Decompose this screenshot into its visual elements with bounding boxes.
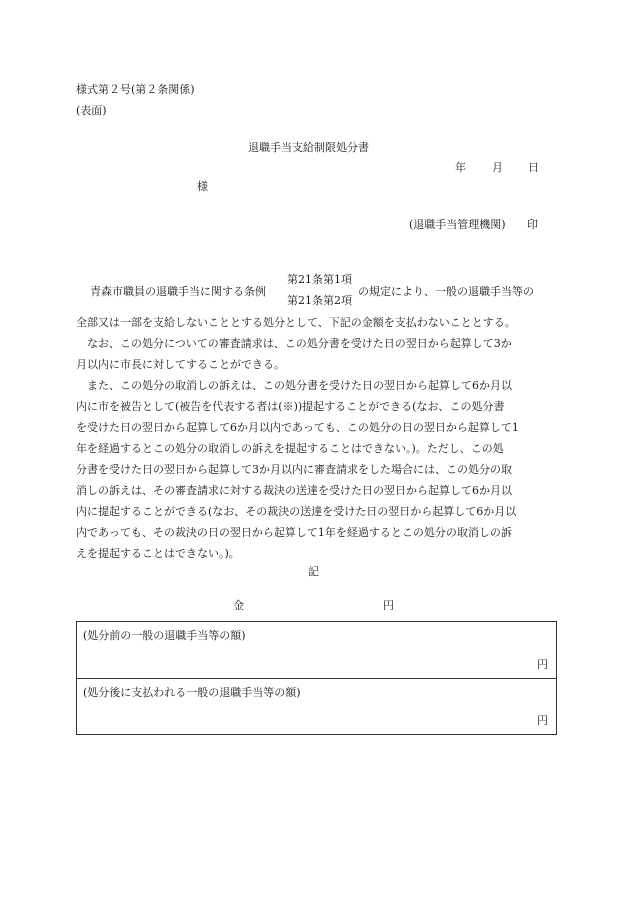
- body-line: 内であっても、その裁決の日の翌日から起算して1年を経過するとこの処分の取消しの訴: [76, 526, 512, 539]
- body-line: 年を経過するとこの処分の取消しの訴えを提起することはできない。)。ただし、この処: [76, 442, 504, 455]
- amount-after-label: (処分後に支払われる一般の退職手当等の額): [83, 686, 301, 699]
- body-line: 消しの訴えは、その審査請求に対する裁決の送達を受けた日の翌日から起算して6か月以: [76, 484, 512, 497]
- form-side-label: (表面): [76, 104, 107, 117]
- intro-prefix: 青森市職員の退職手当に関する条例: [90, 285, 266, 298]
- article-option-1: 第21条第1項: [287, 273, 352, 286]
- record-heading: 記: [308, 565, 319, 578]
- document-title: 退職手当支給制限処分書: [248, 141, 369, 154]
- amount-before-unit: 円: [537, 658, 548, 671]
- body-line: 内に提起することができる(なお、その裁決の送達を受けた日の翌日から起算して6か月以: [76, 505, 517, 518]
- addressee-suffix: 様: [197, 180, 208, 193]
- body-line: また、この処分の取消しの訴えは、この処分書を受けた日の翌日から起算して6か月以: [76, 379, 512, 392]
- body-line: を受けた日の翌日から起算して6か月以内であっても、この処分の日の翌日から起算して1: [76, 421, 519, 434]
- body-line: えを提起することはできない。)。: [76, 547, 240, 560]
- amount-unit: 円: [383, 599, 394, 612]
- table-row: [77, 678, 556, 734]
- body-line: 分書を受けた日の翌日から起算して3か月以内に審査請求をした場合には、この処分の取: [76, 463, 512, 476]
- body-line: 月以内に市長に対してすることができる。: [76, 358, 285, 371]
- form-number: 様式第２号(第２条関係): [76, 83, 195, 96]
- issuer-seal-mark: 印: [527, 218, 538, 231]
- issuer-name: (退職手当管理機関): [409, 218, 506, 231]
- amount-table: [76, 621, 557, 735]
- date-month-label: 月: [492, 161, 503, 174]
- amount-before-label: (処分前の一般の退職手当等の額): [83, 629, 246, 642]
- date-day-label: 日: [528, 161, 539, 174]
- date-year-label: 年: [455, 161, 466, 174]
- table-row: [77, 622, 556, 678]
- amount-label: 金: [233, 599, 244, 612]
- body-line: なお、この処分についての審査請求は、この処分書を受けた日の翌日から起算して3か: [76, 337, 512, 350]
- article-option-2: 第21条第2項: [287, 294, 352, 307]
- body-paragraphs: [76, 312, 558, 564]
- body-line: 内に市を被告として(被告を代表する者は(※))提起することができる(なお、この処分書: [76, 400, 505, 413]
- body-line: 全部又は一部を支給しないこととする処分として、下記の金額を支払わないこととする。: [76, 316, 516, 329]
- amount-after-unit: 円: [537, 714, 548, 727]
- intro-suffix: の規定により、一般の退職手当等の: [358, 285, 534, 298]
